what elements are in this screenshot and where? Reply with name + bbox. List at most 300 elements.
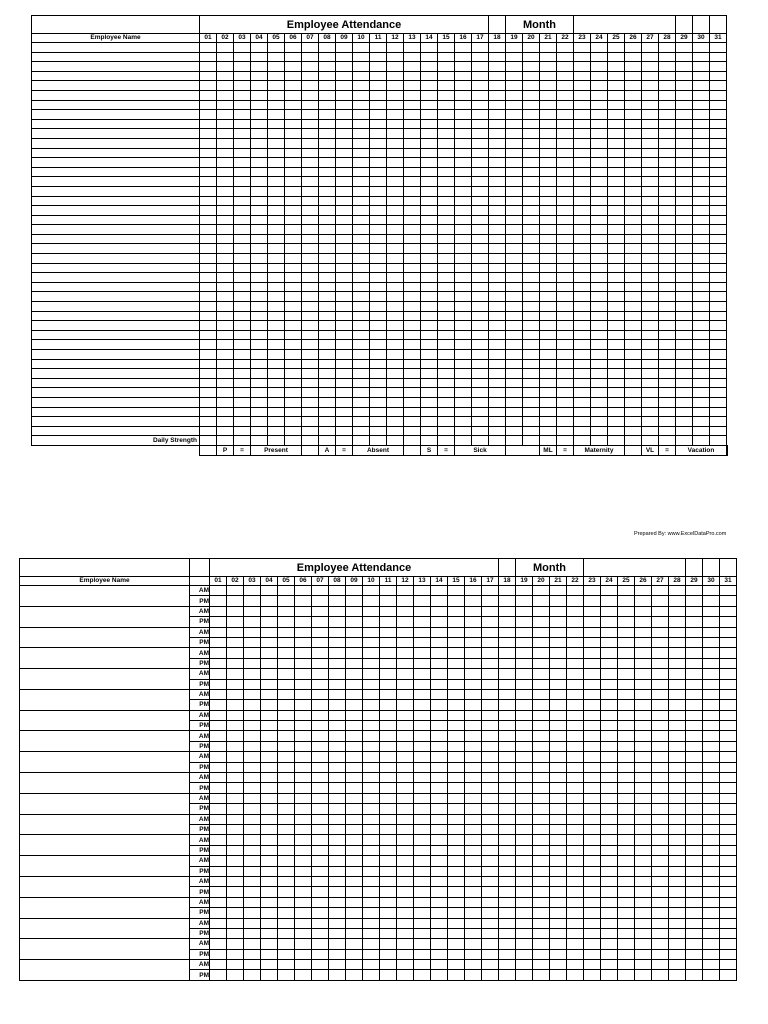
attendance-cell[interactable] [268, 234, 285, 244]
attendance-cell[interactable] [336, 110, 353, 120]
attendance-cell[interactable] [516, 960, 533, 970]
attendance-cell[interactable] [523, 167, 540, 177]
attendance-cell[interactable] [540, 302, 557, 312]
attendance-cell[interactable] [227, 752, 244, 762]
attendance-cell[interactable] [574, 292, 591, 302]
attendance-cell[interactable] [370, 340, 387, 350]
attendance-cell[interactable] [336, 397, 353, 407]
attendance-cell[interactable] [499, 617, 516, 627]
attendance-cell[interactable] [455, 43, 472, 53]
attendance-cell[interactable] [448, 835, 465, 845]
attendance-cell[interactable] [710, 62, 727, 72]
attendance-cell[interactable] [380, 741, 397, 751]
attendance-cell[interactable] [618, 741, 635, 751]
attendance-cell[interactable] [353, 138, 370, 148]
attendance-cell[interactable] [244, 949, 261, 959]
attendance-cell[interactable] [353, 407, 370, 417]
attendance-cell[interactable] [448, 637, 465, 647]
attendance-cell[interactable] [370, 417, 387, 427]
attendance-cell[interactable] [217, 215, 234, 225]
attendance-cell[interactable] [557, 292, 574, 302]
attendance-cell[interactable] [516, 741, 533, 751]
attendance-cell[interactable] [567, 887, 584, 897]
attendance-cell[interactable] [312, 741, 329, 751]
attendance-cell[interactable] [652, 824, 669, 834]
attendance-cell[interactable] [448, 897, 465, 907]
attendance-cell[interactable] [251, 263, 268, 273]
attendance-cell[interactable] [720, 752, 737, 762]
attendance-cell[interactable] [710, 148, 727, 158]
attendance-cell[interactable] [346, 856, 363, 866]
attendance-cell[interactable] [200, 71, 217, 81]
attendance-cell[interactable] [567, 793, 584, 803]
attendance-cell[interactable] [319, 244, 336, 254]
attendance-cell[interactable] [414, 700, 431, 710]
attendance-cell[interactable] [448, 866, 465, 876]
attendance-cell[interactable] [234, 350, 251, 360]
attendance-cell[interactable] [703, 700, 720, 710]
attendance-cell[interactable] [635, 721, 652, 731]
attendance-cell[interactable] [499, 648, 516, 658]
attendance-cell[interactable] [506, 350, 523, 360]
attendance-cell[interactable] [346, 845, 363, 855]
attendance-cell[interactable] [703, 845, 720, 855]
attendance-cell[interactable] [431, 939, 448, 949]
attendance-cell[interactable] [574, 273, 591, 283]
attendance-cell[interactable] [601, 596, 618, 606]
attendance-cell[interactable] [516, 939, 533, 949]
attendance-cell[interactable] [370, 90, 387, 100]
attendance-cell[interactable] [686, 970, 703, 980]
attendance-cell[interactable] [499, 762, 516, 772]
attendance-cell[interactable] [669, 606, 686, 616]
attendance-cell[interactable] [516, 586, 533, 596]
attendance-cell[interactable] [387, 62, 404, 72]
attendance-cell[interactable] [489, 369, 506, 379]
attendance-cell[interactable] [574, 350, 591, 360]
attendance-cell[interactable] [686, 762, 703, 772]
attendance-cell[interactable] [455, 215, 472, 225]
attendance-cell[interactable] [268, 397, 285, 407]
attendance-cell[interactable] [584, 700, 601, 710]
attendance-cell[interactable] [251, 129, 268, 139]
attendance-cell[interactable] [499, 669, 516, 679]
attendance-cell[interactable] [363, 793, 380, 803]
attendance-cell[interactable] [703, 960, 720, 970]
attendance-cell[interactable] [710, 177, 727, 187]
attendance-cell[interactable] [686, 845, 703, 855]
attendance-cell[interactable] [217, 302, 234, 312]
attendance-cell[interactable] [703, 897, 720, 907]
attendance-cell[interactable] [261, 741, 278, 751]
employee-name-cell[interactable] [32, 234, 200, 244]
attendance-cell[interactable] [608, 81, 625, 91]
attendance-cell[interactable] [380, 617, 397, 627]
attendance-cell[interactable] [312, 908, 329, 918]
attendance-cell[interactable] [336, 167, 353, 177]
attendance-cell[interactable] [421, 158, 438, 168]
attendance-cell[interactable] [506, 254, 523, 264]
attendance-cell[interactable] [295, 586, 312, 596]
attendance-cell[interactable] [319, 62, 336, 72]
attendance-cell[interactable] [516, 617, 533, 627]
attendance-cell[interactable] [438, 234, 455, 244]
attendance-cell[interactable] [363, 866, 380, 876]
attendance-cell[interactable] [489, 52, 506, 62]
attendance-cell[interactable] [261, 700, 278, 710]
attendance-cell[interactable] [523, 234, 540, 244]
attendance-cell[interactable] [404, 350, 421, 360]
attendance-cell[interactable] [217, 186, 234, 196]
attendance-cell[interactable] [353, 330, 370, 340]
attendance-cell[interactable] [268, 244, 285, 254]
attendance-cell[interactable] [523, 110, 540, 120]
attendance-cell[interactable] [584, 658, 601, 668]
attendance-cell[interactable] [635, 627, 652, 637]
attendance-cell[interactable] [210, 731, 227, 741]
attendance-cell[interactable] [336, 350, 353, 360]
attendance-cell[interactable] [200, 177, 217, 187]
attendance-cell[interactable] [210, 752, 227, 762]
attendance-cell[interactable] [669, 731, 686, 741]
attendance-cell[interactable] [625, 52, 642, 62]
attendance-cell[interactable] [329, 700, 346, 710]
attendance-cell[interactable] [625, 321, 642, 331]
attendance-cell[interactable] [669, 627, 686, 637]
attendance-cell[interactable] [499, 960, 516, 970]
attendance-cell[interactable] [499, 949, 516, 959]
attendance-cell[interactable] [550, 845, 567, 855]
attendance-cell[interactable] [397, 710, 414, 720]
employee-name-cell[interactable] [32, 52, 200, 62]
attendance-cell[interactable] [261, 658, 278, 668]
attendance-cell[interactable] [567, 596, 584, 606]
attendance-cell[interactable] [268, 407, 285, 417]
attendance-cell[interactable] [482, 783, 499, 793]
attendance-cell[interactable] [387, 350, 404, 360]
attendance-cell[interactable] [710, 340, 727, 350]
attendance-cell[interactable] [312, 617, 329, 627]
attendance-cell[interactable] [523, 119, 540, 129]
attendance-cell[interactable] [404, 148, 421, 158]
attendance-cell[interactable] [363, 897, 380, 907]
attendance-cell[interactable] [404, 340, 421, 350]
attendance-cell[interactable] [533, 586, 550, 596]
attendance-cell[interactable] [489, 407, 506, 417]
attendance-cell[interactable] [499, 856, 516, 866]
attendance-cell[interactable] [319, 321, 336, 331]
attendance-cell[interactable] [397, 793, 414, 803]
attendance-cell[interactable] [397, 949, 414, 959]
attendance-cell[interactable] [608, 388, 625, 398]
attendance-cell[interactable] [557, 234, 574, 244]
attendance-cell[interactable] [268, 388, 285, 398]
attendance-cell[interactable] [210, 845, 227, 855]
attendance-cell[interactable] [448, 648, 465, 658]
attendance-cell[interactable] [608, 167, 625, 177]
attendance-cell[interactable] [431, 824, 448, 834]
attendance-cell[interactable] [200, 359, 217, 369]
attendance-cell[interactable] [676, 52, 693, 62]
attendance-cell[interactable] [397, 908, 414, 918]
employee-name-cell[interactable] [32, 378, 200, 388]
attendance-cell[interactable] [710, 388, 727, 398]
attendance-cell[interactable] [642, 282, 659, 292]
attendance-cell[interactable] [397, 596, 414, 606]
attendance-cell[interactable] [652, 710, 669, 720]
attendance-cell[interactable] [669, 669, 686, 679]
attendance-cell[interactable] [669, 918, 686, 928]
attendance-cell[interactable] [567, 970, 584, 980]
attendance-cell[interactable] [540, 186, 557, 196]
attendance-cell[interactable] [285, 186, 302, 196]
attendance-cell[interactable] [278, 721, 295, 731]
attendance-cell[interactable] [227, 586, 244, 596]
attendance-cell[interactable] [567, 918, 584, 928]
attendance-cell[interactable] [336, 81, 353, 91]
employee-name-cell[interactable] [32, 263, 200, 273]
attendance-cell[interactable] [635, 752, 652, 762]
attendance-cell[interactable] [302, 359, 319, 369]
attendance-cell[interactable] [618, 637, 635, 647]
attendance-cell[interactable] [251, 43, 268, 53]
attendance-cell[interactable] [642, 254, 659, 264]
attendance-cell[interactable] [414, 658, 431, 668]
attendance-cell[interactable] [336, 90, 353, 100]
attendance-cell[interactable] [438, 273, 455, 283]
attendance-cell[interactable] [251, 350, 268, 360]
attendance-cell[interactable] [533, 856, 550, 866]
attendance-cell[interactable] [567, 783, 584, 793]
attendance-cell[interactable] [693, 311, 710, 321]
attendance-cell[interactable] [550, 939, 567, 949]
daily-strength-cell[interactable] [285, 436, 302, 446]
attendance-cell[interactable] [703, 689, 720, 699]
attendance-cell[interactable] [506, 417, 523, 427]
attendance-cell[interactable] [278, 793, 295, 803]
daily-strength-cell[interactable] [523, 436, 540, 446]
attendance-cell[interactable] [686, 824, 703, 834]
attendance-cell[interactable] [319, 138, 336, 148]
attendance-cell[interactable] [455, 225, 472, 235]
attendance-cell[interactable] [302, 52, 319, 62]
attendance-cell[interactable] [693, 71, 710, 81]
attendance-cell[interactable] [584, 897, 601, 907]
attendance-cell[interactable] [370, 206, 387, 216]
attendance-cell[interactable] [353, 186, 370, 196]
attendance-cell[interactable] [523, 71, 540, 81]
attendance-cell[interactable] [710, 426, 727, 436]
attendance-cell[interactable] [710, 407, 727, 417]
attendance-cell[interactable] [380, 804, 397, 814]
attendance-cell[interactable] [346, 741, 363, 751]
attendance-cell[interactable] [404, 244, 421, 254]
attendance-cell[interactable] [618, 835, 635, 845]
attendance-cell[interactable] [268, 292, 285, 302]
attendance-cell[interactable] [601, 669, 618, 679]
attendance-cell[interactable] [489, 244, 506, 254]
attendance-cell[interactable] [669, 586, 686, 596]
attendance-cell[interactable] [278, 908, 295, 918]
attendance-cell[interactable] [438, 100, 455, 110]
attendance-cell[interactable] [659, 138, 676, 148]
attendance-cell[interactable] [652, 908, 669, 918]
daily-strength-cell[interactable] [200, 436, 217, 446]
attendance-cell[interactable] [336, 71, 353, 81]
attendance-cell[interactable] [387, 330, 404, 340]
attendance-cell[interactable] [489, 158, 506, 168]
attendance-cell[interactable] [438, 263, 455, 273]
attendance-cell[interactable] [584, 960, 601, 970]
attendance-cell[interactable] [404, 186, 421, 196]
attendance-cell[interactable] [540, 62, 557, 72]
attendance-cell[interactable] [506, 138, 523, 148]
attendance-cell[interactable] [669, 596, 686, 606]
attendance-cell[interactable] [448, 762, 465, 772]
attendance-cell[interactable] [370, 148, 387, 158]
attendance-cell[interactable] [550, 908, 567, 918]
attendance-cell[interactable] [584, 617, 601, 627]
attendance-cell[interactable] [693, 206, 710, 216]
attendance-cell[interactable] [261, 804, 278, 814]
attendance-cell[interactable] [244, 762, 261, 772]
attendance-cell[interactable] [210, 970, 227, 980]
attendance-cell[interactable] [489, 206, 506, 216]
attendance-cell[interactable] [312, 970, 329, 980]
attendance-cell[interactable] [302, 90, 319, 100]
attendance-cell[interactable] [353, 167, 370, 177]
attendance-cell[interactable] [642, 311, 659, 321]
attendance-cell[interactable] [200, 397, 217, 407]
attendance-cell[interactable] [261, 856, 278, 866]
attendance-cell[interactable] [370, 359, 387, 369]
attendance-cell[interactable] [431, 960, 448, 970]
attendance-cell[interactable] [217, 81, 234, 91]
attendance-cell[interactable] [363, 876, 380, 886]
attendance-cell[interactable] [557, 148, 574, 158]
attendance-cell[interactable] [608, 263, 625, 273]
attendance-cell[interactable] [659, 254, 676, 264]
attendance-cell[interactable] [217, 62, 234, 72]
attendance-cell[interactable] [591, 397, 608, 407]
attendance-cell[interactable] [278, 700, 295, 710]
attendance-cell[interactable] [217, 407, 234, 417]
attendance-cell[interactable] [472, 292, 489, 302]
attendance-cell[interactable] [676, 90, 693, 100]
attendance-cell[interactable] [363, 804, 380, 814]
attendance-cell[interactable] [448, 939, 465, 949]
attendance-cell[interactable] [448, 804, 465, 814]
attendance-cell[interactable] [234, 321, 251, 331]
attendance-cell[interactable] [652, 700, 669, 710]
attendance-cell[interactable] [200, 110, 217, 120]
attendance-cell[interactable] [676, 196, 693, 206]
attendance-cell[interactable] [387, 244, 404, 254]
attendance-cell[interactable] [506, 378, 523, 388]
attendance-cell[interactable] [482, 658, 499, 668]
attendance-cell[interactable] [448, 710, 465, 720]
attendance-cell[interactable] [217, 369, 234, 379]
attendance-cell[interactable] [261, 897, 278, 907]
attendance-cell[interactable] [329, 689, 346, 699]
attendance-cell[interactable] [523, 254, 540, 264]
attendance-cell[interactable] [584, 627, 601, 637]
attendance-cell[interactable] [302, 254, 319, 264]
attendance-cell[interactable] [574, 426, 591, 436]
attendance-cell[interactable] [404, 62, 421, 72]
attendance-cell[interactable] [669, 804, 686, 814]
attendance-cell[interactable] [353, 62, 370, 72]
attendance-cell[interactable] [431, 783, 448, 793]
attendance-cell[interactable] [523, 407, 540, 417]
attendance-cell[interactable] [482, 606, 499, 616]
attendance-cell[interactable] [261, 960, 278, 970]
attendance-cell[interactable] [278, 637, 295, 647]
attendance-cell[interactable] [659, 407, 676, 417]
attendance-cell[interactable] [686, 721, 703, 731]
attendance-cell[interactable] [227, 793, 244, 803]
attendance-cell[interactable] [482, 908, 499, 918]
attendance-cell[interactable] [506, 369, 523, 379]
attendance-cell[interactable] [404, 254, 421, 264]
attendance-cell[interactable] [710, 129, 727, 139]
attendance-cell[interactable] [601, 876, 618, 886]
attendance-cell[interactable] [659, 71, 676, 81]
attendance-cell[interactable] [472, 417, 489, 427]
attendance-cell[interactable] [523, 177, 540, 187]
attendance-cell[interactable] [397, 679, 414, 689]
attendance-cell[interactable] [455, 311, 472, 321]
attendance-cell[interactable] [455, 71, 472, 81]
attendance-cell[interactable] [516, 596, 533, 606]
attendance-cell[interactable] [710, 378, 727, 388]
attendance-cell[interactable] [302, 340, 319, 350]
attendance-cell[interactable] [387, 158, 404, 168]
employee-name-cell[interactable] [32, 407, 200, 417]
attendance-cell[interactable] [489, 311, 506, 321]
attendance-cell[interactable] [210, 908, 227, 918]
attendance-cell[interactable] [319, 388, 336, 398]
attendance-cell[interactable] [387, 359, 404, 369]
attendance-cell[interactable] [618, 700, 635, 710]
attendance-cell[interactable] [278, 741, 295, 751]
attendance-cell[interactable] [584, 762, 601, 772]
attendance-cell[interactable] [472, 177, 489, 187]
attendance-cell[interactable] [567, 658, 584, 668]
attendance-cell[interactable] [642, 43, 659, 53]
attendance-cell[interactable] [234, 311, 251, 321]
attendance-cell[interactable] [635, 669, 652, 679]
attendance-cell[interactable] [540, 71, 557, 81]
attendance-cell[interactable] [720, 918, 737, 928]
attendance-cell[interactable] [370, 110, 387, 120]
attendance-cell[interactable] [295, 637, 312, 647]
attendance-cell[interactable] [244, 617, 261, 627]
attendance-cell[interactable] [380, 970, 397, 980]
attendance-cell[interactable] [380, 835, 397, 845]
attendance-cell[interactable] [472, 110, 489, 120]
attendance-cell[interactable] [370, 167, 387, 177]
attendance-cell[interactable] [404, 81, 421, 91]
attendance-cell[interactable] [397, 617, 414, 627]
attendance-cell[interactable] [693, 215, 710, 225]
daily-strength-cell[interactable] [489, 436, 506, 446]
attendance-cell[interactable] [472, 426, 489, 436]
attendance-cell[interactable] [295, 814, 312, 824]
attendance-cell[interactable] [482, 669, 499, 679]
attendance-cell[interactable] [489, 417, 506, 427]
attendance-cell[interactable] [533, 970, 550, 980]
